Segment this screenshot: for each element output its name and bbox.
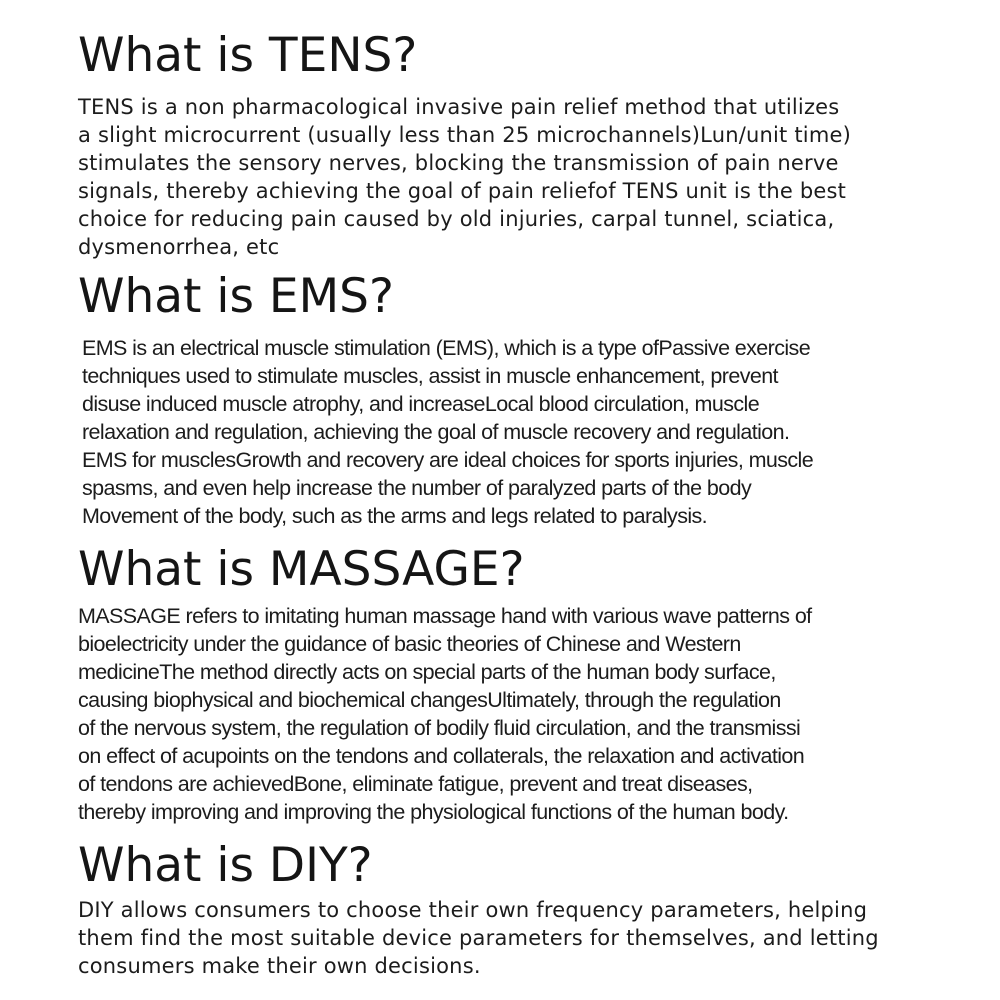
tens-heading: What is TENS? <box>78 28 418 83</box>
diy-line: DIY allows consumers to choose their own frequency parameters, helping <box>78 898 868 922</box>
tens-line: stimulates the sensory nerves, blocking the transmission of pain nerve <box>78 151 839 175</box>
ems-line: spasms, and even help increase the number of paralyzed parts of the body <box>82 476 752 500</box>
massage-line: of the nervous system, the regulation of bodily fluid circulation, and the transmissi <box>78 716 801 740</box>
massage-line: causing biophysical and biochemical changesUltimately, through the regulation <box>78 688 781 712</box>
tens-line: a slight microcurrent (usually less than 25 microchannels)Lun/unit time) <box>78 123 852 147</box>
ems-line: techniques used to stimulate muscles, assist in muscle enhancement, prevent <box>82 364 778 388</box>
tens-description <box>78 93 851 261</box>
diy-line: consumers make their own decisions. <box>78 954 481 978</box>
massage-heading: What is MASSAGE? <box>78 542 525 597</box>
massage-line: medicineThe method directly acts on special parts of the human body surface, <box>78 660 776 684</box>
massage-line: MASSAGE refers to imitating human massage hand with various wave patterns of <box>78 604 812 628</box>
massage-line: of tendons are achievedBone, eliminate fatigue, prevent and treat diseases, <box>78 772 753 796</box>
ems-line: EMS for musclesGrowth and recovery are ideal choices for sports injuries, muscle <box>82 448 814 472</box>
ems-description <box>82 334 813 530</box>
ems-line: Movement of the body, such as the arms and legs related to paralysis. <box>82 504 708 528</box>
diy-line: them find the most suitable device parameters for themselves, and letting <box>78 926 879 950</box>
massage-line: thereby improving and improving the physiological functions of the human body. <box>78 800 789 824</box>
ems-heading: What is EMS? <box>78 269 394 324</box>
tens-line: signals, thereby achieving the goal of pain reliefof TENS unit is the best <box>78 179 847 203</box>
ems-line: relaxation and regulation, achieving the goal of muscle recovery and regulation. <box>82 420 790 444</box>
diy-heading: What is DIY? <box>78 838 373 893</box>
diy-description <box>78 896 879 980</box>
tens-line: TENS is a non pharmacological invasive pain relief method that utilizes <box>78 95 840 119</box>
massage-description <box>78 602 812 826</box>
massage-line: on effect of acupoints on the tendons and collaterals, the relaxation and activation <box>78 744 805 768</box>
ems-line: EMS is an electrical muscle stimulation (EMS), which is a type ofPassive exercise <box>82 336 811 360</box>
massage-line: bioelectricity under the guidance of basic theories of Chinese and Western <box>78 632 741 656</box>
tens-line: dysmenorrhea, etc <box>78 235 280 259</box>
ems-line: disuse induced muscle atrophy, and increaseLocal blood circulation, muscle <box>82 392 760 416</box>
tens-line: choice for reducing pain caused by old injuries, carpal tunnel, sciatica, <box>78 207 835 231</box>
